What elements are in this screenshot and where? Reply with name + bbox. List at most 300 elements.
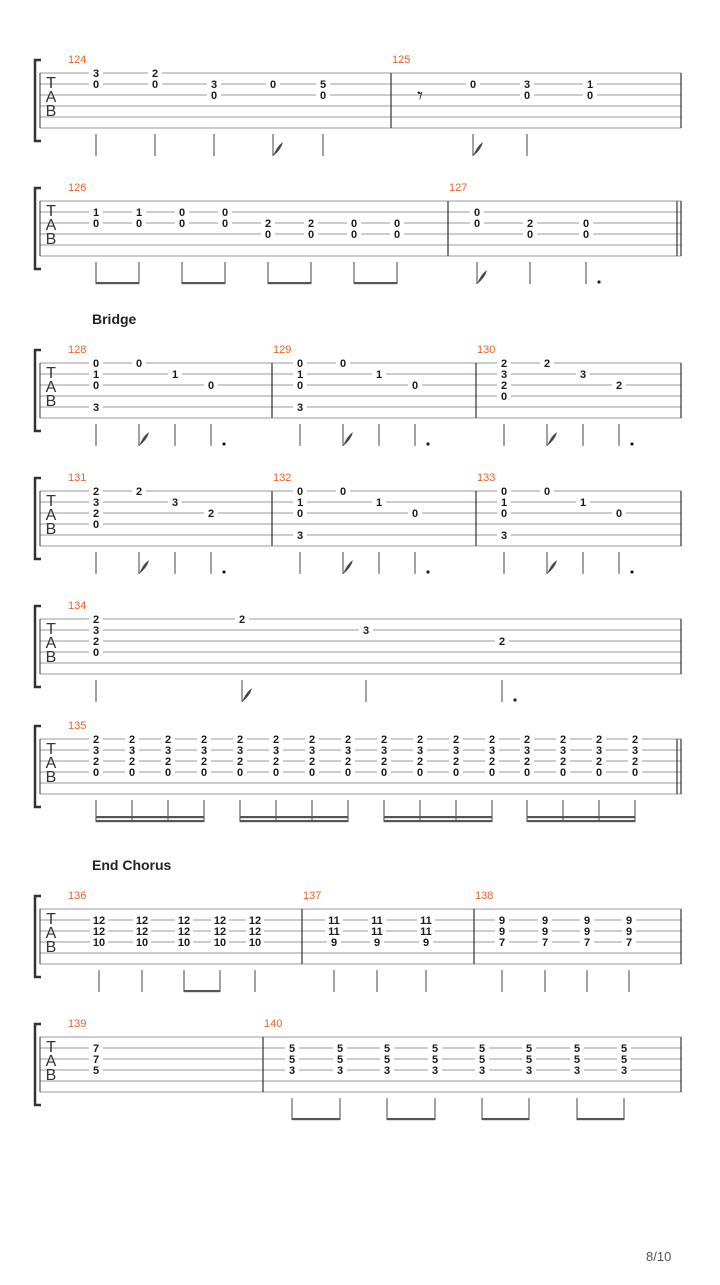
measure-number: 126 <box>68 182 87 194</box>
fret-number: 9 <box>625 926 633 938</box>
fret-number: 2 <box>128 756 136 768</box>
fret-number: 12 <box>213 926 227 938</box>
note-flag <box>273 142 283 156</box>
fret-number: 0 <box>416 767 424 779</box>
fret-number: 0 <box>526 229 534 241</box>
fret-number: 2 <box>92 508 100 520</box>
fret-number: 3 <box>164 745 172 757</box>
measure-number: 130 <box>477 344 496 356</box>
fret-number: 2 <box>200 756 208 768</box>
fret-number: 2 <box>238 614 246 626</box>
fret-number: 9 <box>583 915 591 927</box>
dot <box>222 442 225 445</box>
fret-number: 5 <box>431 1043 439 1055</box>
fret-number: 2 <box>308 756 316 768</box>
fret-number: 0 <box>92 218 100 230</box>
fret-number: 11 <box>420 926 432 938</box>
measure-number: 134 <box>68 600 87 612</box>
fret-number: 0 <box>178 218 186 230</box>
eighth-rest: 𝄾 <box>417 84 423 109</box>
fret-number: 2 <box>92 486 100 498</box>
fret-number: 3 <box>383 1065 391 1077</box>
beam <box>527 820 635 822</box>
fret-number: 1 <box>171 369 179 381</box>
fret-number: 2 <box>236 734 244 746</box>
measure-number: 135 <box>68 720 87 732</box>
fret-number: 0 <box>296 358 304 370</box>
fret-number: 0 <box>207 380 215 392</box>
fret-number: 0 <box>393 218 401 230</box>
fret-number: 2 <box>488 734 496 746</box>
fret-number: 11 <box>420 915 432 927</box>
fret-number: 3 <box>559 745 567 757</box>
fret-number: 2 <box>92 756 100 768</box>
beam <box>184 990 220 992</box>
fret-number: 3 <box>631 745 639 757</box>
fret-number: 0 <box>92 519 100 531</box>
fret-number: 2 <box>452 756 460 768</box>
tab-clef-letter: B <box>45 103 57 120</box>
fret-number: 2 <box>631 756 639 768</box>
fret-number: 3 <box>171 497 179 509</box>
fret-number: 0 <box>488 767 496 779</box>
tab-clef-letter: A <box>45 507 57 524</box>
fret-number: 0 <box>296 508 304 520</box>
fret-number: 9 <box>625 915 633 927</box>
fret-number: 2 <box>164 734 172 746</box>
fret-number: 2 <box>498 636 506 648</box>
fret-number: 3 <box>573 1065 581 1077</box>
fret-number: 0 <box>308 767 316 779</box>
fret-number: 9 <box>373 937 381 949</box>
fret-number: 0 <box>380 767 388 779</box>
fret-number: 0 <box>135 358 143 370</box>
measure-number: 128 <box>68 344 87 356</box>
fret-number: 5 <box>525 1054 533 1066</box>
fret-number: 3 <box>92 497 100 509</box>
fret-number: 0 <box>221 207 229 219</box>
fret-number: 0 <box>473 218 481 230</box>
fret-number: 5 <box>383 1054 391 1066</box>
fret-number: 9 <box>498 915 506 927</box>
note-flag <box>343 432 353 446</box>
fret-number: 3 <box>431 1065 439 1077</box>
beam-secondary <box>240 816 348 818</box>
note-flag <box>547 560 557 574</box>
tab-clef-letter: A <box>45 379 57 396</box>
fret-number: 3 <box>336 1065 344 1077</box>
fret-number: 0 <box>92 358 100 370</box>
fret-number: 2 <box>272 734 280 746</box>
fret-number: 0 <box>344 767 352 779</box>
tab-system <box>35 1018 681 1120</box>
fret-number: 12 <box>248 926 262 938</box>
fret-number: 10 <box>135 937 149 949</box>
fret-number: 7 <box>92 1054 100 1066</box>
fret-number: 2 <box>308 734 316 746</box>
fret-number: 9 <box>541 915 549 927</box>
fret-number: 3 <box>272 745 280 757</box>
fret-number: 3 <box>210 79 218 91</box>
fret-number: 11 <box>371 915 383 927</box>
fret-number: 2 <box>500 358 508 370</box>
tab-system <box>35 472 681 574</box>
fret-number: 2 <box>207 508 215 520</box>
fret-number: 10 <box>92 937 106 949</box>
fret-number: 3 <box>579 369 587 381</box>
fret-number: 2 <box>307 218 315 230</box>
fret-number: 2 <box>92 734 100 746</box>
fret-number: 7 <box>92 1043 100 1055</box>
fret-number: 0 <box>595 767 603 779</box>
fret-number: 0 <box>92 79 100 91</box>
fret-number: 5 <box>288 1054 296 1066</box>
fret-number: 1 <box>296 497 304 509</box>
dot <box>513 698 516 701</box>
fret-number: 9 <box>422 937 430 949</box>
tab-system <box>35 344 681 446</box>
fret-number: 12 <box>135 915 149 927</box>
fret-number: 5 <box>336 1043 344 1055</box>
tab-clef-letter: A <box>45 217 57 234</box>
fret-number: 1 <box>375 369 383 381</box>
fret-number: 2 <box>344 756 352 768</box>
fret-number: 3 <box>525 1065 533 1077</box>
fret-number: 0 <box>269 79 277 91</box>
fret-number: 0 <box>582 218 590 230</box>
fret-number: 0 <box>559 767 567 779</box>
tab-system <box>35 600 681 702</box>
fret-number: 3 <box>478 1065 486 1077</box>
fret-number: 12 <box>177 926 191 938</box>
fret-number: 2 <box>272 756 280 768</box>
fret-number: 12 <box>177 915 191 927</box>
fret-number: 10 <box>177 937 191 949</box>
fret-number: 0 <box>543 486 551 498</box>
fret-number: 0 <box>92 767 100 779</box>
fret-number: 3 <box>200 745 208 757</box>
beam <box>240 820 348 822</box>
fret-number: 9 <box>330 937 338 949</box>
tab-clef-letter: T <box>46 203 56 220</box>
tab-clef-letter: B <box>45 1067 57 1084</box>
fret-number: 7 <box>541 937 549 949</box>
note-flag <box>139 432 149 446</box>
fret-number: 3 <box>288 1065 296 1077</box>
fret-number: 0 <box>350 218 358 230</box>
fret-number: 3 <box>92 625 100 637</box>
fret-number: 0 <box>615 508 623 520</box>
fret-number: 2 <box>380 756 388 768</box>
fret-number: 0 <box>92 380 100 392</box>
tab-clef-letter: A <box>45 635 57 652</box>
tab-clef-letter: B <box>45 231 57 248</box>
fret-number: 1 <box>579 497 587 509</box>
fret-number: 2 <box>595 756 603 768</box>
fret-number: 0 <box>393 229 401 241</box>
fret-number: 12 <box>92 915 106 927</box>
tab-clef-letter: T <box>46 1039 56 1056</box>
fret-number: 0 <box>210 90 218 102</box>
fret-number: 3 <box>296 530 304 542</box>
tab-clef-letter: T <box>46 365 56 382</box>
fret-number: 5 <box>478 1054 486 1066</box>
fret-number: 3 <box>488 745 496 757</box>
fret-number: 2 <box>416 756 424 768</box>
fret-number: 0 <box>200 767 208 779</box>
fret-number: 3 <box>128 745 136 757</box>
fret-number: 0 <box>135 218 143 230</box>
measure-number: 131 <box>68 472 87 484</box>
fret-number: 0 <box>523 90 531 102</box>
fret-number: 1 <box>296 369 304 381</box>
fret-number: 3 <box>500 530 508 542</box>
page-number: 8/10 <box>646 1249 672 1264</box>
tab-clef-letter: A <box>45 89 57 106</box>
tab-clef-letter: B <box>45 939 57 956</box>
tab-clef-letter: T <box>46 621 56 638</box>
dot <box>222 570 225 573</box>
fret-number: 2 <box>543 358 551 370</box>
fret-number: 2 <box>92 636 100 648</box>
fret-number: 3 <box>344 745 352 757</box>
beam <box>96 282 139 284</box>
measure-number: 129 <box>273 344 292 356</box>
tab-system <box>35 182 681 284</box>
tab-clef-letter: T <box>46 741 56 758</box>
tab-clef-letter: T <box>46 911 56 928</box>
fret-number: 12 <box>92 926 106 938</box>
fret-number: 12 <box>213 915 227 927</box>
fret-number: 10 <box>213 937 227 949</box>
fret-number: 11 <box>371 926 383 938</box>
fret-number: 2 <box>344 734 352 746</box>
tab-clef-letter: T <box>46 75 56 92</box>
fret-number: 0 <box>350 229 358 241</box>
fret-number: 5 <box>431 1054 439 1066</box>
fret-number: 5 <box>620 1043 628 1055</box>
dot <box>630 570 633 573</box>
fret-number: 3 <box>308 745 316 757</box>
fret-number: 0 <box>296 380 304 392</box>
measure-number: 127 <box>449 182 468 194</box>
fret-number: 5 <box>573 1043 581 1055</box>
fret-number: 3 <box>92 402 100 414</box>
fret-number: 3 <box>92 68 100 80</box>
beam <box>292 1118 340 1120</box>
fret-number: 3 <box>595 745 603 757</box>
fret-number: 5 <box>525 1043 533 1055</box>
fret-number: 5 <box>478 1043 486 1055</box>
note-flag <box>139 560 149 574</box>
fret-number: 0 <box>523 767 531 779</box>
fret-number: 1 <box>586 79 594 91</box>
fret-number: 3 <box>523 745 531 757</box>
tab-clef-letter: B <box>45 521 57 538</box>
note-flag <box>473 142 483 156</box>
fret-number: 2 <box>200 734 208 746</box>
fret-number: 2 <box>452 734 460 746</box>
fret-number: 5 <box>319 79 327 91</box>
fret-number: 2 <box>523 734 531 746</box>
fret-number: 2 <box>595 734 603 746</box>
fret-number: 0 <box>631 767 639 779</box>
fret-number: 0 <box>473 207 481 219</box>
measure-number: 137 <box>303 890 322 902</box>
fret-number: 0 <box>469 79 477 91</box>
fret-number: 7 <box>498 937 506 949</box>
fret-number: 10 <box>248 937 262 949</box>
fret-number: 11 <box>328 915 340 927</box>
beam <box>268 282 311 284</box>
beam <box>354 282 397 284</box>
fret-number: 5 <box>336 1054 344 1066</box>
fret-number: 2 <box>92 614 100 626</box>
fret-number: 2 <box>500 380 508 392</box>
measure-number: 132 <box>273 472 292 484</box>
fret-number: 12 <box>135 926 149 938</box>
fret-number: 0 <box>151 79 159 91</box>
fret-number: 3 <box>380 745 388 757</box>
fret-number: 2 <box>151 68 159 80</box>
fret-number: 2 <box>559 756 567 768</box>
fret-number: 0 <box>500 486 508 498</box>
fret-number: 0 <box>272 767 280 779</box>
fret-number: 0 <box>452 767 460 779</box>
fret-number: 2 <box>631 734 639 746</box>
fret-number: 0 <box>339 358 347 370</box>
fret-number: 1 <box>92 369 100 381</box>
fret-number: 2 <box>488 756 496 768</box>
fret-number: 3 <box>416 745 424 757</box>
tab-clef-letter: B <box>45 393 57 410</box>
fret-number: 3 <box>452 745 460 757</box>
fret-number: 2 <box>380 734 388 746</box>
fret-number: 5 <box>92 1065 100 1077</box>
fret-number: 2 <box>128 734 136 746</box>
measure-number: 124 <box>68 54 87 66</box>
beam-secondary <box>527 816 635 818</box>
fret-number: 0 <box>178 207 186 219</box>
fret-number: 0 <box>411 508 419 520</box>
fret-number: 2 <box>135 486 143 498</box>
fret-number: 5 <box>288 1043 296 1055</box>
measure-number: 125 <box>392 54 411 66</box>
fret-number: 2 <box>264 218 272 230</box>
note-flag <box>242 688 252 702</box>
fret-number: 0 <box>221 218 229 230</box>
fret-number: 5 <box>383 1043 391 1055</box>
fret-number: 1 <box>92 207 100 219</box>
fret-number: 0 <box>307 229 315 241</box>
fret-number: 0 <box>500 391 508 403</box>
fret-number: 3 <box>296 402 304 414</box>
beam <box>384 820 492 822</box>
fret-number: 2 <box>236 756 244 768</box>
tab-system <box>35 54 681 156</box>
fret-number: 0 <box>500 508 508 520</box>
dot <box>426 442 429 445</box>
fret-number: 0 <box>164 767 172 779</box>
fret-number: 0 <box>339 486 347 498</box>
tab-clef-letter: A <box>45 755 57 772</box>
fret-number: 3 <box>500 369 508 381</box>
section-label-bridge: Bridge <box>92 311 137 327</box>
tab-clef-letter: T <box>46 493 56 510</box>
beam <box>387 1118 435 1120</box>
fret-number: 2 <box>164 756 172 768</box>
fret-number: 2 <box>615 380 623 392</box>
measure-number: 136 <box>68 890 87 902</box>
fret-number: 1 <box>500 497 508 509</box>
tab-system <box>35 720 681 822</box>
fret-number: 7 <box>583 937 591 949</box>
section-label-end-chorus: End Chorus <box>92 857 172 873</box>
fret-number: 0 <box>264 229 272 241</box>
fret-number: 3 <box>620 1065 628 1077</box>
fret-number: 5 <box>573 1054 581 1066</box>
fret-number: 0 <box>586 90 594 102</box>
fret-number: 0 <box>319 90 327 102</box>
measure-number: 138 <box>475 890 494 902</box>
fret-number: 0 <box>92 647 100 659</box>
fret-number: 9 <box>583 926 591 938</box>
dot <box>426 570 429 573</box>
fret-number: 9 <box>541 926 549 938</box>
measure-number: 139 <box>68 1018 87 1030</box>
fret-number: 1 <box>375 497 383 509</box>
fret-number: 3 <box>236 745 244 757</box>
fret-number: 3 <box>523 79 531 91</box>
fret-number: 9 <box>498 926 506 938</box>
tab-system <box>35 890 681 992</box>
beam <box>577 1118 624 1120</box>
dot <box>630 442 633 445</box>
fret-number: 0 <box>296 486 304 498</box>
tab-clef-letter: A <box>45 925 57 942</box>
fret-number: 0 <box>411 380 419 392</box>
tab-clef-letter: A <box>45 1053 57 1070</box>
fret-number: 2 <box>526 218 534 230</box>
fret-number: 0 <box>128 767 136 779</box>
fret-number: 3 <box>92 745 100 757</box>
beam <box>182 282 225 284</box>
note-flag <box>547 432 557 446</box>
fret-number: 2 <box>523 756 531 768</box>
fret-number: 1 <box>135 207 143 219</box>
fret-number: 0 <box>236 767 244 779</box>
note-flag <box>343 560 353 574</box>
fret-number: 11 <box>328 926 340 938</box>
fret-number: 2 <box>416 734 424 746</box>
beam <box>96 820 204 822</box>
fret-number: 7 <box>625 937 633 949</box>
dot <box>597 280 600 283</box>
fret-number: 5 <box>620 1054 628 1066</box>
tab-clef-letter: B <box>45 769 57 786</box>
fret-number: 12 <box>248 915 262 927</box>
fret-number: 3 <box>362 625 370 637</box>
beam <box>482 1118 529 1120</box>
fret-number: 0 <box>582 229 590 241</box>
measure-number: 140 <box>264 1018 283 1030</box>
beam-secondary <box>384 816 492 818</box>
measure-number: 133 <box>477 472 496 484</box>
fret-number: 2 <box>559 734 567 746</box>
tab-clef-letter: B <box>45 649 57 666</box>
beam-secondary <box>96 816 204 818</box>
note-flag <box>477 270 487 284</box>
